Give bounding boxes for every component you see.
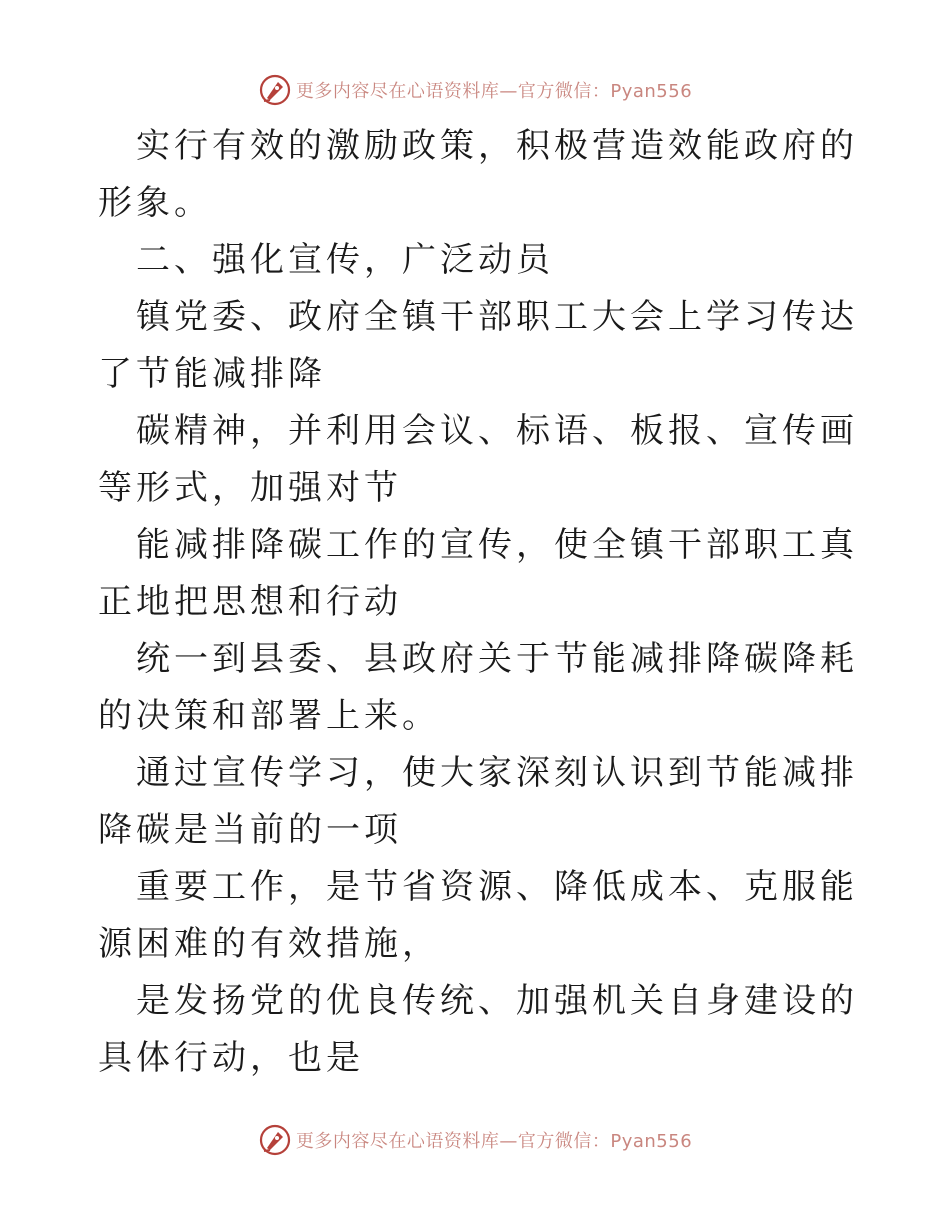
paragraph: 是发扬党的优良传统、加强机关自身建设的具体行动，也是 bbox=[98, 981, 858, 1078]
paragraph: 镇党委、政府全镇干部职工大会上学习传达了节能减排降 bbox=[98, 297, 858, 394]
section-heading: 二、强化宣传，广泛动员 bbox=[136, 240, 554, 280]
footer-banner bbox=[0, 1120, 950, 1160]
paragraph: 通过宣传学习，使大家深刻认识到节能减排降碳是当前的一项 bbox=[98, 753, 858, 850]
paragraph: 统一到县委、县政府关于节能减排降碳降耗的决策和部署上来。 bbox=[98, 639, 858, 736]
paragraph: 能减排降碳工作的宣传，使全镇干部职工真正地把思想和行动 bbox=[98, 525, 858, 622]
pen-nib-icon bbox=[258, 73, 292, 107]
document-body bbox=[98, 118, 858, 1087]
header-banner bbox=[0, 70, 950, 110]
pen-nib-icon bbox=[258, 1123, 292, 1157]
header-banner-text: 更多内容尽在心语资料库—官方微信：Pyan556 bbox=[295, 81, 693, 102]
paragraph: 碳精神，并利用会议、标语、板报、宣传画等形式，加强对节 bbox=[98, 411, 858, 508]
footer-banner-text: 更多内容尽在心语资料库—官方微信：Pyan556 bbox=[295, 1131, 693, 1152]
paragraph: 实行有效的激励政策，积极营造效能政府的形象。 bbox=[98, 126, 858, 223]
paragraph: 重要工作，是节省资源、降低成本、克服能源困难的有效措施， bbox=[98, 867, 858, 964]
